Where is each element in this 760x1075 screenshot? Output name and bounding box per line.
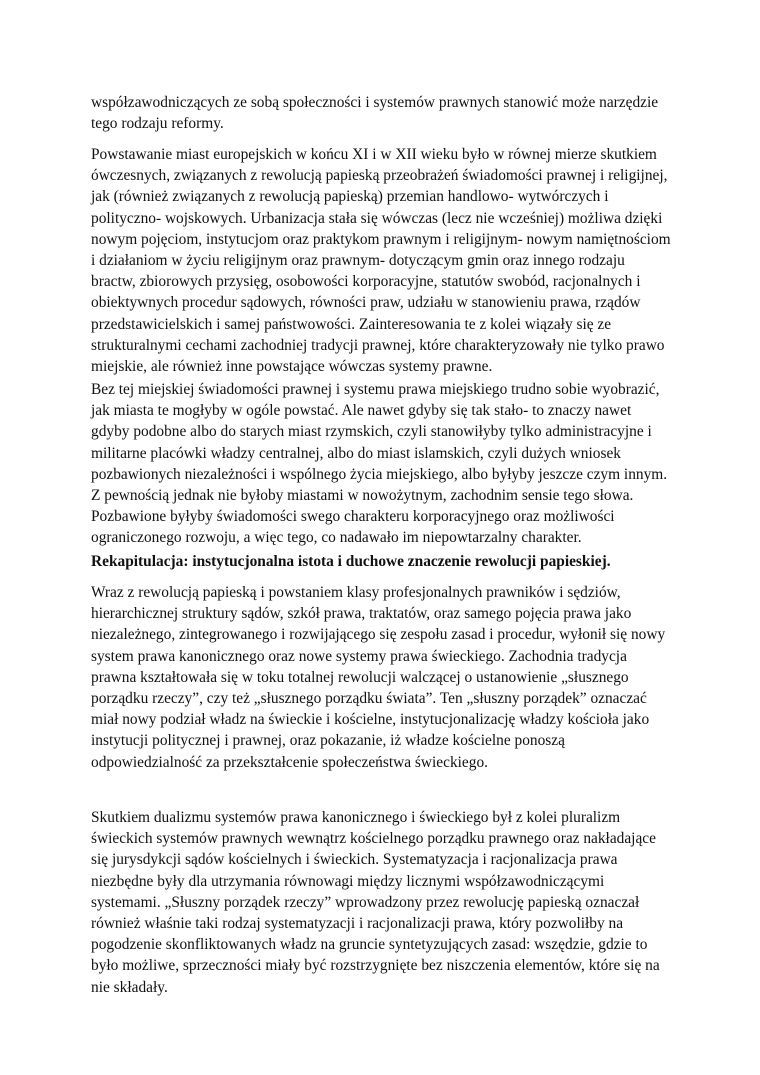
- paragraph-2: [91, 144, 681, 377]
- paragraph-line: militarne placówki władzy centralnej, albo do miast islamskich, czyli dużych wniosek: [91, 444, 621, 462]
- paragraph-line: jak miasta te mogłyby w ogóle powstać. Ale nawet gdyby się tak stało- to znaczy nawet: [91, 402, 632, 420]
- paragraph-line: porządku rzeczy”, czy też „słusznego porządku świata”. Ten „słuszny porządek” oznaczać: [91, 690, 647, 708]
- paragraph-line: systemami. „Słuszny porządek rzeczy” wprowadzony przez rewolucję papieską oznaczał: [91, 893, 640, 911]
- paragraph-line: ograniczonego rozwoju, a więc tego, co nadawało im niepowtarzalny charakter.: [91, 529, 582, 547]
- paragraph-line: instytucji politycznej i prawnej, oraz pokazanie, iż władze kościelne ponoszą: [91, 732, 565, 750]
- paragraph-line: ówczesnych, związanych z rewolucją papieską przeobrażeń świadomości prawnej i religijnej,: [91, 167, 668, 185]
- paragraph-line: obiektywnych procedur sądowych, równości praw, udziału w stanowieniu prawa, rządów: [91, 294, 641, 312]
- paragraph-4: [91, 582, 681, 773]
- paragraph-line: Bez tej miejskiej świadomości prawnej i systemu prawa miejskiego trudno sobie wyobrazić,: [91, 381, 660, 398]
- paragraph-line: jak (również związanych z rewolucją papieską) przemian handlowo- wytwórczych i: [91, 188, 609, 206]
- paragraph-line: było możliwe, sprzeczności miały być rozstrzygnięte bez niszczenia elementów, które się na: [91, 957, 660, 975]
- paragraph-line: nie składały.: [91, 978, 168, 996]
- paragraph-line: hierarchicznej struktury sądów, szkół prawa, traktatów, oraz samego pojęcia prawa jako: [91, 605, 632, 623]
- paragraph-5: [91, 807, 681, 998]
- paragraph-line: niezbędne były dla utrzymania równowagi między licznymi współzawodniczącymi: [91, 872, 605, 890]
- paragraph-line: Wraz z rewolucją papieską i powstaniem klasy profesjonalnych prawników i sędziów,: [91, 584, 621, 601]
- paragraph-line: pozbawionych niezależności i wspólnego życia miejskiego, albo byłyby jeszcze czym innym.: [91, 465, 668, 483]
- paragraph-line: współzawodniczących ze sobą społeczności i systemów prawnych stanowić może narzędzie: [91, 94, 659, 111]
- paragraph-3: [91, 379, 681, 549]
- paragraph-line: również właśnie taki rodzaj systematyzacji i racjonalizacji prawa, który pozwoliłby na: [91, 915, 624, 933]
- paragraph-line: świeckich systemów prawnych wewnątrz kościelnego porządku prawnego oraz nakładające: [91, 830, 656, 848]
- paragraph-1: [91, 92, 681, 134]
- paragraph-line: strukturalnymi cechami zachodniej tradycji prawnej, które charakteryzowały nie tylko prawo: [91, 336, 665, 354]
- paragraph-line: pogodzenie skonfliktowanych władz na gruncie syntetyzujących zasad: wszędzie, gdzie to: [91, 936, 648, 954]
- paragraph-line: nowym pojęciom, instytucjom oraz praktykom prawnym i religijnym- nowym namiętnościom: [91, 230, 671, 248]
- paragraph-line: Skutkiem dualizmu systemów prawa kanonicznego i świeckiego był z kolei pluralizm: [91, 809, 621, 826]
- paragraph-line: gdyby podobne albo do starych miast rzymskich, czyli stanowiłyby tylko administracyjne i: [91, 423, 652, 441]
- paragraph-line: prawna kształtowała się w toku totalnej rewolucji walczącej o ustanowienie „słusznego: [91, 668, 629, 686]
- paragraph-line: bractw, zbiorowych przysięg, osobowości korporacyjne, statutów swobód, racjonalnych i: [91, 273, 641, 291]
- paragraph-line: niezależnego, zintegrowanego i rozwijającego się zespołu zasad i procedur, wyłonił się nowy: [91, 626, 666, 644]
- paragraph-line: system prawa kanonicznego oraz nowe systemy prawa świeckiego. Zachodnia tradycja: [91, 647, 627, 665]
- paragraph-line: i działaniom w życiu religijnym oraz prawnym- dotyczącym gmin oraz innego rodzaju: [91, 252, 625, 270]
- paragraph-line: odpowiedzialność za przekształcenie społeczeństwa świeckiego.: [91, 753, 488, 771]
- section-heading: [91, 551, 681, 572]
- paragraph-line: miejskie, ale również inne powstające wówczas systemy prawne.: [91, 358, 493, 376]
- section-heading-text: Rekapitulacja: instytucjonalna istota i duchowe znaczenie rewolucji papieskiej.: [91, 553, 611, 570]
- paragraph-line: Pozbawione byłyby świadomości swego charakteru korporacyjnego oraz możliwości: [91, 508, 615, 526]
- paragraph-line: polityczno- wojskowych. Urbanizacja stała się wówczas (lecz nie wcześniej) możliwa dzięki: [91, 209, 663, 227]
- paragraph-line: tego rodzaju reformy.: [91, 115, 224, 133]
- paragraph-line: Powstawanie miast europejskich w końcu XI i w XII wieku było w równej mierze skutkiem: [91, 146, 657, 163]
- paragraph-line: Z pewnością jednak nie byłoby miastami w nowożytnym, zachodnim sensie tego słowa.: [91, 487, 634, 505]
- paragraph-line: miał nowy podział władz na świeckie i kościelne, instytucjonalizację władzy kościoła jako: [91, 711, 650, 729]
- paragraph-line: się jurysdykcji sądów kościelnych i świeckich. Systematyzacja i racjonalizacja prawa: [91, 851, 618, 869]
- paragraph-line: przedstawicielskich i samej państwowości. Zainteresowania te z kolei wiązały się ze: [91, 315, 612, 333]
